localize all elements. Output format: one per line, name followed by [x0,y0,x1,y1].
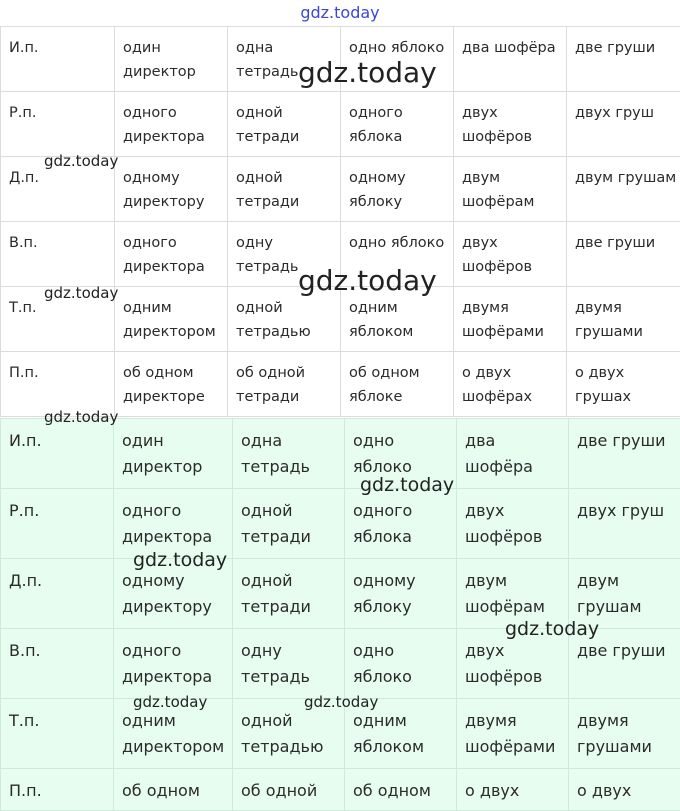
word-form-cell [567,157,680,222]
word-form-cell [345,629,457,699]
watermark-text: gdz.today [133,693,207,711]
word-form: одному яблоку [345,559,456,620]
case-label-cell [1,489,114,559]
word-form-cell [345,699,457,769]
word-form: одним яблоком [345,699,456,760]
word-form: двух шофёров [454,222,566,279]
word-form-cell [567,222,680,287]
word-form-cell [569,419,680,489]
word-form-cell [114,489,233,559]
table-row [1,489,680,559]
table-row [1,699,680,769]
word-form-cell [228,287,341,352]
case-label-cell [1,769,114,811]
word-form: одна тетрадь [233,419,344,480]
case-label: Р.п. [1,92,114,125]
word-form-cell [457,769,569,811]
word-form: одной тетрадью [228,287,340,344]
watermark-text: gdz.today [304,693,378,711]
word-form: одной тетради [233,559,344,620]
word-form-cell [233,489,345,559]
word-form: два шофёра [457,419,568,480]
word-form: один директор [114,419,232,480]
word-form: одно яблоко [341,27,453,60]
case-label: И.п. [1,27,114,60]
word-form: о двух [457,769,568,804]
word-form-cell [114,559,233,629]
case-label: В.п. [1,222,114,255]
word-form: одним директором [115,287,227,344]
word-form: одну тетрадь [228,222,340,279]
case-label: Д.п. [1,559,113,594]
table-row [1,222,680,287]
word-form-cell [341,222,454,287]
word-form: двумя грушами [567,287,680,344]
word-form: две груши [567,27,680,60]
word-form-cell [457,419,569,489]
word-form-cell [341,27,454,92]
word-form: одному директору [115,157,227,214]
word-form: о двух грушах [567,352,680,409]
word-form-cell [341,157,454,222]
table-row [1,559,680,629]
case-label-cell [1,27,115,92]
table-row [1,27,680,92]
word-form: двум грушам [569,559,680,620]
word-form: одной тетради [228,92,340,149]
case-label-cell [1,559,114,629]
word-form-cell [569,629,680,699]
word-form: одна тетрадь [228,27,340,84]
word-form: одного директора [115,222,227,279]
word-form: две груши [569,419,680,454]
word-form: об одной [233,769,344,804]
case-label: П.п. [1,352,114,385]
watermark-text: gdz.today [360,474,454,496]
word-form-cell [457,489,569,559]
word-form-cell [115,92,228,157]
case-label: Т.п. [1,699,113,734]
word-form-cell [228,222,341,287]
word-form-cell [567,287,680,352]
word-form-cell [114,419,233,489]
word-form: двух шофёров [454,92,566,149]
word-form-cell [457,699,569,769]
word-form-cell [341,352,454,417]
case-label-cell [1,352,115,417]
word-form-cell [569,489,680,559]
word-form: две груши [569,629,680,664]
word-form-cell [569,699,680,769]
table-row [1,92,680,157]
case-label: Д.п. [1,157,114,190]
word-form: двум грушам [567,157,680,190]
word-form: один директор [115,27,227,84]
word-form: одного директора [115,92,227,149]
word-form: об одном директоре [115,352,227,409]
table2-body [1,419,680,811]
word-form: одного яблока [345,489,456,550]
word-form: двух груш [567,92,680,125]
table-row [1,769,680,811]
word-form-cell [233,559,345,629]
word-form-cell [115,157,228,222]
word-form-cell [454,287,567,352]
word-form-cell [233,629,345,699]
table-row [1,352,680,417]
case-label: В.п. [1,629,113,664]
declension-table-2 [0,418,680,811]
word-form: одного директора [114,489,232,550]
case-label-cell [1,419,114,489]
word-form: о двух [569,769,680,804]
word-form: двух шофёров [457,629,568,690]
word-form-cell [457,629,569,699]
word-form-cell [114,699,233,769]
word-form-cell [228,157,341,222]
declension-table-1 [0,26,680,417]
word-form-cell [228,92,341,157]
table1-body [1,27,680,417]
word-form-cell [114,769,233,811]
case-label: Р.п. [1,489,113,524]
word-form-cell [454,222,567,287]
word-form-cell [454,157,567,222]
word-form-cell [454,27,567,92]
word-form: двумя грушами [569,699,680,760]
word-form: два шофёра [454,27,566,60]
word-form: одну тетрадь [233,629,344,690]
word-form-cell [569,559,680,629]
case-label: Т.п. [1,287,114,320]
word-form-cell [345,769,457,811]
word-form: одной тетради [228,157,340,214]
word-form-cell [454,352,567,417]
word-form: двух шофёров [457,489,568,550]
word-form-cell [341,92,454,157]
word-form: две груши [567,222,680,255]
watermark-text: gdz.today [298,264,437,297]
word-form: одно яблоко [345,629,456,690]
watermark-text: gdz.today [505,618,599,640]
word-form: одним яблоком [341,287,453,344]
table-row [1,157,680,222]
word-form: об одном яблоке [341,352,453,409]
word-form-cell [567,92,680,157]
word-form: двум шофёрам [454,157,566,214]
watermark-text: gdz.today [133,549,227,571]
word-form: двум шофёрам [457,559,568,620]
word-form: об одной тетради [228,352,340,409]
word-form-cell [454,92,567,157]
word-form-cell [115,352,228,417]
word-form-cell [457,559,569,629]
table-row [1,287,680,352]
word-form-cell [115,222,228,287]
watermark-text: gdz.today [44,152,118,170]
case-label-cell [1,92,115,157]
case-label: И.п. [1,419,113,454]
word-form-cell [115,287,228,352]
word-form: об одном [114,769,232,804]
case-label-cell [1,222,115,287]
word-form-cell [341,287,454,352]
word-form: одного директора [114,629,232,690]
word-form: одной тетрадью [233,699,344,760]
word-form-cell [228,352,341,417]
word-form: одно яблоко [341,222,453,255]
word-form-cell [233,419,345,489]
case-label: П.п. [1,769,113,804]
word-form-cell [567,352,680,417]
word-form-cell [345,559,457,629]
word-form-cell [345,489,457,559]
word-form: одному директору [114,559,232,620]
word-form: одно яблоко [345,419,456,480]
word-form-cell [233,769,345,811]
watermark-text: gdz.today [298,56,437,89]
word-form: одного яблока [341,92,453,149]
word-form-cell [569,769,680,811]
table-row [1,629,680,699]
word-form-cell [228,27,341,92]
word-form: одному яблоку [341,157,453,214]
watermark-text: gdz.today [44,284,118,302]
word-form: одной тетради [233,489,344,550]
word-form-cell [233,699,345,769]
case-label-cell [1,629,114,699]
word-form-cell [115,27,228,92]
word-form: двумя шофёрами [457,699,568,760]
case-label-cell [1,157,115,222]
case-label-cell [1,699,114,769]
word-form: об одном [345,769,456,804]
case-label-cell [1,287,115,352]
site-watermark-top: gdz.today [0,0,680,26]
word-form: двух груш [569,489,680,524]
word-form: одним директором [114,699,232,760]
watermark-text: gdz.today [44,408,118,426]
word-form-cell [345,419,457,489]
word-form-cell [114,629,233,699]
table-row [1,419,680,489]
word-form: о двух шофёрах [454,352,566,409]
word-form: двумя шофёрами [454,287,566,344]
word-form-cell [567,27,680,92]
